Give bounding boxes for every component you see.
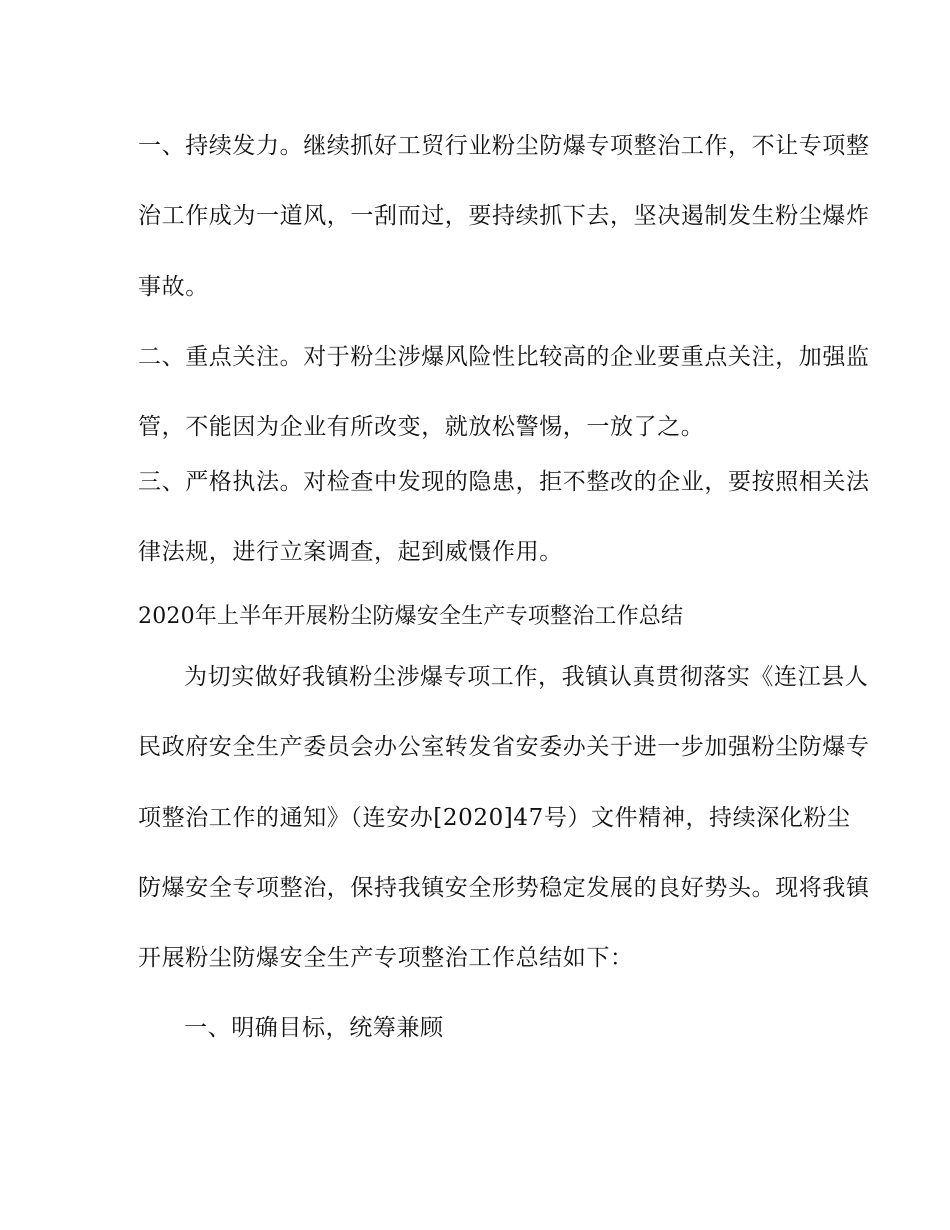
subheading: 一、明确目标，统筹兼顾 — [184, 1015, 444, 1041]
paragraph-line-3: 事故。 — [138, 274, 209, 300]
paragraph-line-11: 防爆安全专项整治，保持我镇安全形势稳定发展的良好势头。现将我镇 — [138, 875, 870, 901]
paragraph-line-1: 一、持续发力。继续抓好工贸行业粉尘防爆专项整治工作，不让专项整 — [138, 133, 870, 159]
paragraph-line-12: 开展粉尘防爆安全生产专项整治工作总结如下： — [138, 945, 634, 971]
paragraph-line-8: 为切实做好我镇粉尘涉爆专项工作，我镇认真贯彻落实《连江县人 — [184, 664, 869, 690]
paragraph-line-2: 治工作成为一道风，一刮而过，要持续抓下去，坚决遏制发生粉尘爆炸 — [138, 203, 870, 229]
paragraph-line-4: 二、重点关注。对于粉尘涉爆风险性比较高的企业要重点关注，加强监 — [138, 344, 870, 370]
paragraph-line-5: 管，不能因为企业有所改变，就放松警惕，一放了之。 — [138, 414, 705, 440]
paragraph-line-6: 三、严格执法。对检查中发现的隐患，拒不整改的企业，要按照相关法 — [138, 469, 870, 495]
paragraph-line-9: 民政府安全生产委员会办公室转发省安委办关于进一步加强粉尘防爆专 — [138, 734, 870, 760]
paragraph-line-10: 项整治工作的通知》（连安办[2020]47号）文件精神，持续深化粉尘 — [138, 805, 851, 831]
paragraph-line-7: 律法规，进行立案调查，起到威慑作用。 — [138, 539, 563, 565]
section-title: 2020年上半年开展粉尘防爆安全生产专项整治工作总结 — [138, 604, 684, 629]
